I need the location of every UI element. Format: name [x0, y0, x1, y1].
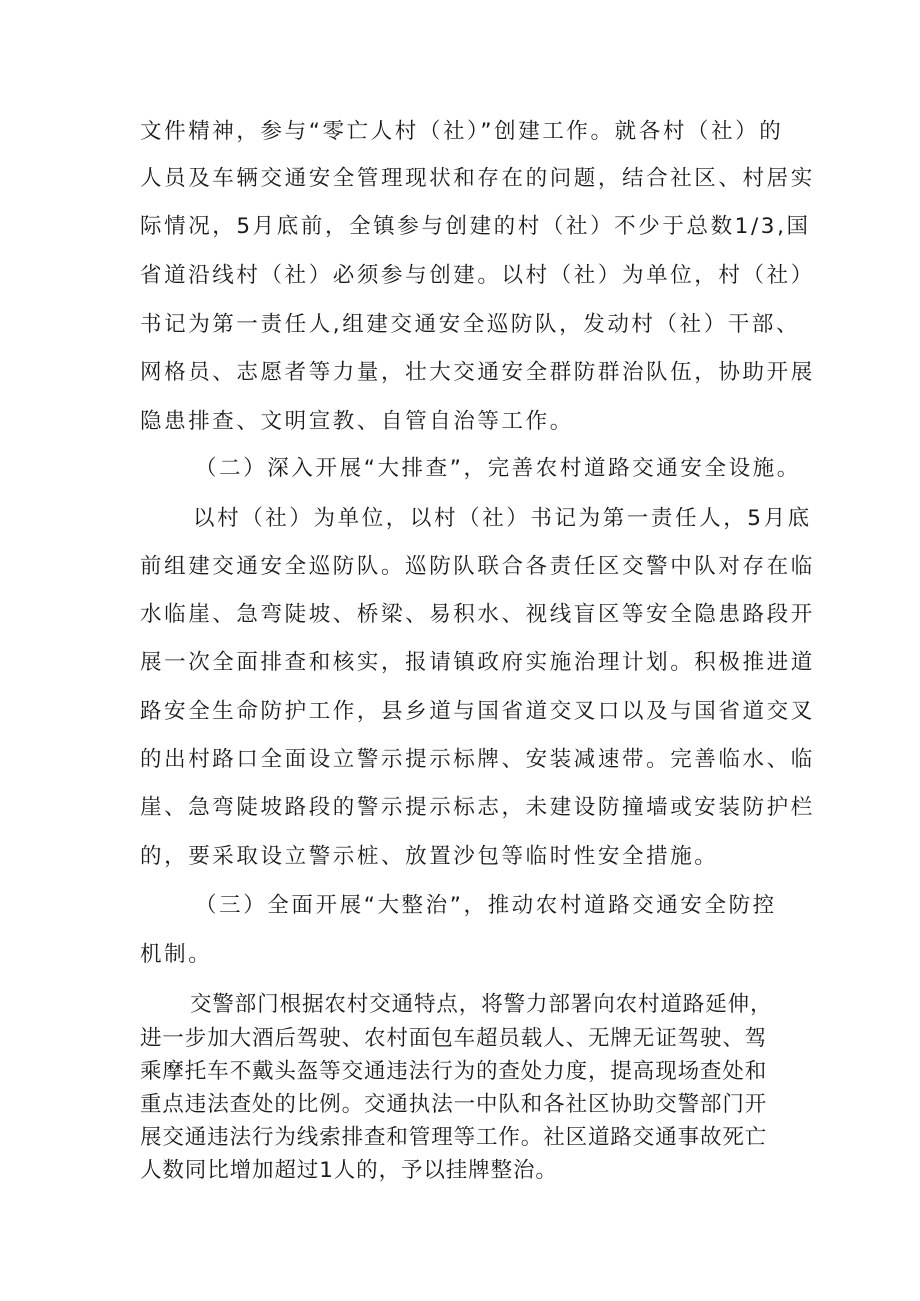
text-line-20: 进一步加大酒后驾驶、农村面包车超员载人、无牌无证驾驶、驾	[140, 1026, 768, 1051]
text-line-5: 书记为第一责任人,组建交通安全巡防队，发动村（社）干部、	[140, 312, 801, 337]
text-line-4: 省道沿线村（社）必须参与创建。以村（社）为单位，村（社）	[140, 263, 815, 288]
text-line-14: 的出村路口全面设立警示提示标牌、安装减速带。完善临水、临	[140, 747, 815, 772]
text-line-19: 交警部门根据农村交通特点，将警力部署向农村道路延伸，	[190, 992, 773, 1017]
text-line-24: 人数同比增加超过1人的，予以挂牌整治。	[140, 1158, 558, 1183]
text-line-7: 隐患排查、文明宣教、自管自治等工作。	[140, 409, 574, 434]
text-line-22: 重点违法查处的比例。交通执法一中队和各社区协助交警部门开	[140, 1092, 768, 1117]
text-line-11: 水临崖、急弯陡坡、桥梁、易积水、视线盲区等安全隐患路段开	[140, 602, 815, 627]
text-line-15: 崖、急弯陡坡路段的警示提示标志，未建设防撞墙或安装防护栏	[140, 795, 815, 820]
text-line-2: 人员及车辆交通安全管理现状和存在的问题，结合社区、村居实	[140, 166, 815, 191]
text-line-1: 文件精神，参与“零亡人村（社）”创建工作。就各村（社）的	[140, 119, 784, 144]
text-line-23: 展交通违法行为线索排查和管理等工作。社区道路交通事故死亡	[140, 1125, 768, 1150]
text-line-21: 乘摩托车不戴头盔等交通违法行为的查处力度，提高现场查处和	[140, 1059, 768, 1084]
text-line-3: 际情况，5月底前，全镇参与创建的村（社）不少于总数1/3,国	[140, 214, 811, 239]
section-heading-3: （三）全面开展“大整治”，推动农村道路交通安全防控	[195, 893, 777, 918]
text-line-9: 以村（社）为单位，以村（社）书记为第一责任人，5月底	[193, 506, 812, 531]
text-line-10: 前组建交通安全巡防队。巡防队联合各责任区交警中队对存在临	[140, 554, 815, 579]
section-heading-2: （二）深入开展“大排查”，完善农村道路交通安全设施。	[195, 456, 801, 481]
text-line-18: 机制。	[140, 942, 213, 967]
text-line-12: 展一次全面排查和核实，报请镇政府实施治理计划。积极推进道	[140, 650, 815, 675]
text-line-16: 的，要采取设立警示桩、放置沙包等临时性安全措施。	[140, 844, 719, 869]
text-line-6: 网格员、志愿者等力量，壮大交通安全群防群治队伍，协助开展	[140, 360, 815, 385]
text-line-13: 路安全生命防护工作，县乡道与国省道交叉口以及与国省道交叉	[140, 699, 815, 724]
